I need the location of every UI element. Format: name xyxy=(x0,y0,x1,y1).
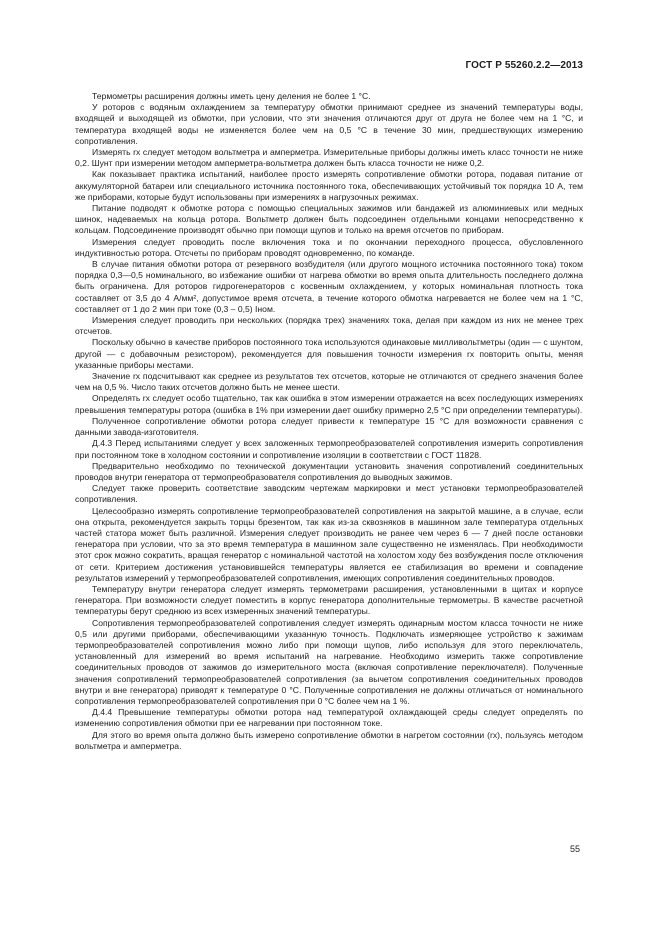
paragraph: У роторов с водяным охлаждением за температуру обмотки принимают среднее из значений температуры воды, входящей и выходящей из обмотки, при условии, что эти значения отличаются друг от друга не более чем на 1 °С, и температура входящей воды не изменяется более чем на 0,5 °С в течение 30 мин, предшествующих измерению сопротивления. xyxy=(75,102,583,146)
paragraph: Как показывает практика испытаний, наиболее просто измерять сопротивление обмотки ротора, подавая питание от аккумуляторной батареи или специального источника постоянного тока, обеспечивающих устойчивый ток порядка 10 А, тем же приборами, которые будут использованы при измерениях в нагрузочных режимах. xyxy=(75,169,583,202)
page-number: 55 xyxy=(569,844,580,854)
paragraph: Д.4.3 Перед испытаниями следует у всех заложенных термопреобразователей сопротивления измерить сопротивления при постоянном токе в холодном состоянии и сопротивление изоляции в соответствии с ГОСТ 11828. xyxy=(75,438,583,460)
paragraph: Полученное сопротивление обмотки ротора следует привести к температуре 15 °С для возможности сравнения с данными завода-изготовителя. xyxy=(75,415,583,438)
standard-header: ГОСТ Р 55260.2.2—2013 xyxy=(465,60,583,71)
paragraph: Предварительно необходимо по технической документации установить значения сопротивлений соединительных проводов внутри генератора от термопреобразователя сопротивления до выводных зажимов. xyxy=(75,460,583,482)
paragraph: Значение rx подсчитывают как среднее из результатов тех отсчетов, которые не отличаются от среднего значения более чем на 0,5 %. Число таких отсчетов должно быть не менее шести. xyxy=(75,371,583,393)
paragraph: Д.4.4 Превышение температуры обмотки ротора над температурой охлаждающей среды следует определять по изменению сопротивления обмотки при ее нагревании при постоянном токе. xyxy=(75,707,583,729)
paragraph: Термометры расширения должны иметь цену деления не более 1 °С. xyxy=(92,91,371,101)
paragraph: Поскольку обычно в качестве приборов постоянного тока используются одинаковые милливольтметры (один — с шунтом, другой — с добавочным резистором), рекомендуется для повышения точности измерения rx повторить опыты, меняя указанные приборы местами. xyxy=(75,337,583,370)
paragraph: Измерения следует проводить после включения тока и по окончании переходного процесса, обусловленного индуктивностью ротора. Отсчеты по приборам проводят одновременно, по команде. xyxy=(75,236,583,258)
paragraph: Сопротивления термопреобразователей сопротивления следует измерять одинарным мостом класса точности не ниже 0,5 или другими приборами, обеспечивающими указанную точность. Подключать измеряющее устройство к зажимам термопреобразователей сопротивления можно либо при помощи щупов, либо используя для этого переключатель, установленный для измерений во время испытаний на нагревание. Необходимо измерить также сопротивление соединительных проводов от зажимов до измерительного моста (включая сопротивление переключателя). Полученные значения сопротивлений термопреобразователей сопротивления (за вычетом сопротивления соединительных проводов внутри и вне генератора) приводят к температуре 0 °С. Полученные сопротивления не должны отличаться от номинального сопротивления термопреобразователей сопротивления при 0 °С более чем на 1 %. xyxy=(75,617,583,706)
document-body xyxy=(75,91,583,752)
paragraph: Целесообразно измерять сопротивление термопреобразователей сопротивления на закрытой машине, а в случае, если она открыта, рекомендуется закрыть торцы брезентом, так как из-за сквозняков в машинном зале температура отдельных частей статора может быть различной. Измерения следует производить не ранее чем через 6 — 7 дней после остановки генератора при условии, что за это время температура в машинном зале существенно не изменялась. При необходимости этот срок можно сократить, вращая генератор с номинальной частотой на холостом ходу без возбуждения после отключения от сети. Критерием достижения установившейся температуры является ее стабилизация во времени и совпадение результатов измерений у термопреобразователей сопротивления, имеющих сопротивления соединительных проводов. xyxy=(75,505,583,583)
paragraph: Следует также проверить соответствие заводским чертежам маркировки и мест установки термопреобразователей сопротивления. xyxy=(75,483,583,505)
paragraph: Определять rx следует особо тщательно, так как ошибка в этом измерении отражается на всех последующих измерениях превышения температуры ротора (ошибка в 1% при измерении дает ошибку примерно 2,5 °С при определении температуры). xyxy=(75,393,583,415)
paragraph: Измерять rx следует методом вольтметра и амперметра. Измерительные приборы должны иметь класс точности не ниже 0,2. Шунт при измерении методом амперметра-вольтметра должен быть класса точности не ниже 0,2. xyxy=(75,147,583,169)
paragraph: Измерения следует проводить при нескольких (порядка трех) значениях тока, делая при каждом из них не менее трех отсчетов. xyxy=(75,315,583,337)
paragraph: Для этого во время опыта должно быть измерено сопротивление обмотки в нагретом состоянии (rх), пользуясь методом вольтметра и амперметра. xyxy=(75,729,583,751)
paragraph: Температуру внутри генератора следует измерять термометрами расширения, установленными в щитах и корпусе генератора. При возможности следует поместить в корпус генератора дополнительные термометры. В качестве расчетной температуры берут среднюю из всех измеренных значений температуры. xyxy=(75,583,583,617)
paragraph: Питание подводят к обмотке ротора с помощью специальных зажимов или бандажей из алюминиевых или медных шинок, надеваемых на кольца ротора. Вольтметр должен быть подсоединен отдельными концами непосредственно к кольцам. Подсоединение производят обычно при помощи щупов и только на время отсчетов по приборам. xyxy=(75,203,583,236)
paragraph: В случае питания обмотки ротора от резервного возбудителя (или другого мощного источника постоянного тока) током порядка 0,3—0,5 номинального, во избежание ошибки от нагрева обмотки во время опыта длительность последнего должна быть ограничена. Для роторов гидрогенераторов с косвенным охлаждением, у которых номинальная плотность тока составляет от 3,5 до 4 А/мм², допустимое время отсчета, в течение которого обмотка нагревается не более чем на 1 °С, составляет от 1 до 2 мин при токе (0,3 – 0,5) Iном. xyxy=(75,259,583,314)
